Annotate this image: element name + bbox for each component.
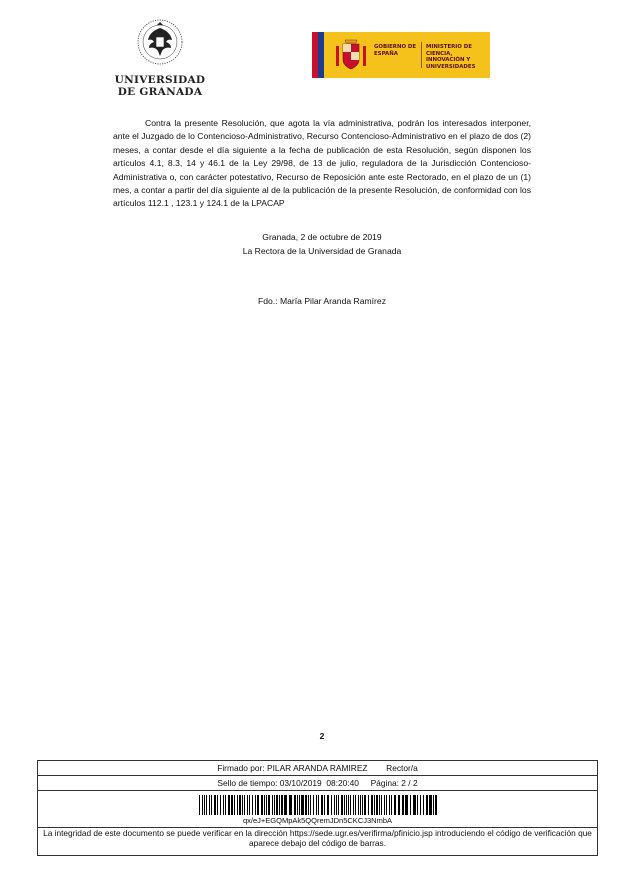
resolution-paragraph: Contra la presente Resolución, que agota la vía administrativa, podrán los interesados interponer, ante el Juzgado de lo Contencioso-Administrativo, Recurso Contencioso-Administrativo en el plazo de dos (2) meses, a contar desde el día siguiente a la fecha de publicación de esta Resolución, según disponen los artículos 4.1, 8.3, 14 y 46.1 de la Ley 29/98, de 13 de julio, reguladora de la Jurisdicción Contencioso-Administrativa o, con carácter potestativo, Recurso de Reposición ante este Rectorado, en el plazo de un (1) mes, a contar a partir del día siguiente al de la publicación de la presente Resolución, de conformidad con los artículos 112.1 , 123.1 y 124.1 de la LPACAP — [113, 118, 531, 209]
gov-divider — [421, 42, 422, 68]
university-seal-icon — [136, 18, 184, 66]
verification-code: qx/eJ+EGQMpAk5QQremJDn5CKCJ3NmbA — [242, 816, 392, 825]
government-logo — [312, 32, 490, 78]
page-number: 2 — [319, 731, 325, 741]
timestamp: Sello de tiempo: 03/10/2019 08:20:40 Página: 2 / 2 — [38, 776, 597, 791]
university-logo — [112, 18, 208, 100]
university-name: UNIVERSIDAD DE GRANADA — [114, 74, 206, 98]
signature-box — [37, 760, 598, 856]
place-date: Granada, 2 de octubre de 2019 — [262, 232, 382, 242]
spain-coat-of-arms-icon — [334, 38, 368, 72]
gov-label-right: MINISTERIO DE CIENCIA, INNOVACIÓN Y UNIVERSIDADES — [426, 44, 476, 70]
gov-label-left: GOBIERNO DE ESPAÑA — [374, 44, 417, 57]
flag-stripe-blue — [318, 32, 324, 78]
barcode-icon — [199, 795, 438, 815]
signed-by: Firmado por: PILAR ARANDA RAMIREZ Rector/a — [38, 761, 597, 776]
signature-line: Fdo.: María Pilar Aranda Ramírez — [258, 296, 386, 306]
verification-text: La integridad de este documento se puede verificar en la dirección https://sede.ugr.es/verifirma/pfinicio.jsp introduciendo el código de verificación que aparece debajo del código de barras. — [43, 828, 592, 848]
signer-role: La Rectora de la Universidad de Granada — [242, 246, 402, 256]
